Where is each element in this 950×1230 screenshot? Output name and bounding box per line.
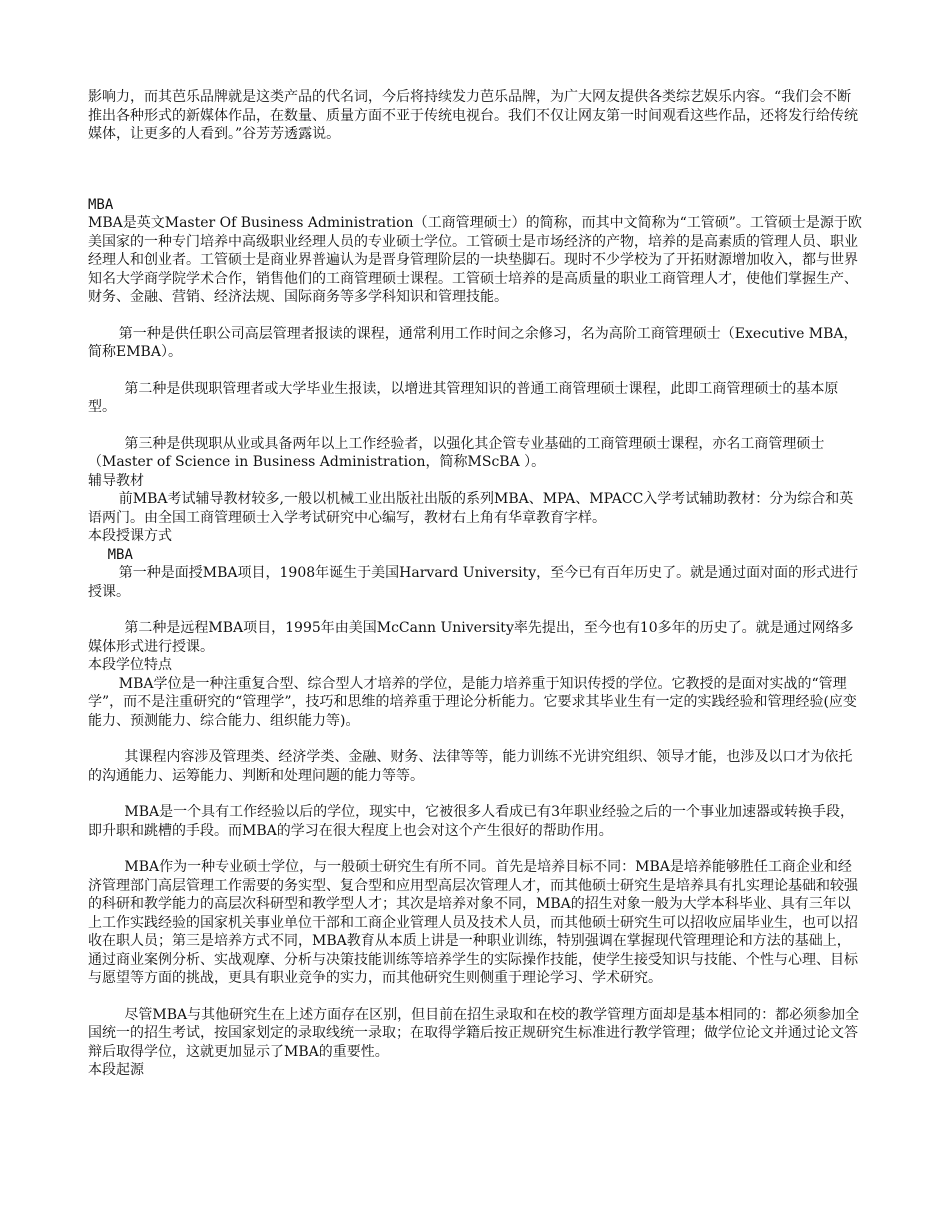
materials-paragraph: 前MBA考试辅导教材较多,一般以机械工业出版社出版的系列MBA、MPA、MPACC入学考试辅助教材：分为综合和英语两门。由全国工商管理硕士入学考试研究中心编写，教材右上角有华章教育字样。 [88, 491, 854, 526]
mba-definition-paragraph: MBA是英文Master Of Business Administration（工商管理硕士）的简称，而其中文简称为“工管硕”。工管硕士是源于欧美国家的一种专门培养中高级职业经理人员的专业硕士学位。工管硕士是市场经济的产物，培养的是高素质的管理人员、职业经理人和创业者。工管硕士是商业界普遍认为是晋身管理阶层的一块垫脚石。现时不少学校为了开拓财源增加收入，都与世界知名大学商学院学术合作，销售他们的工商管理硕士课程。工管硕士培养的是高质量的职业工商管理人才，使他们掌握生产、财务、金融、营销、经济法规、国际商务等多学科知识和管理技能。 [88, 215, 862, 305]
spacer [88, 601, 862, 619]
mba-type1-paragraph: 第一种是供任职公司高层管理者报读的课程，通常利用工作时间之余修习，名为高阶工商管理硕士（Executive MBA，简称EMBA）。 [88, 325, 858, 360]
teaching-mode2-paragraph: 第二种是远程MBA项目，1995年由美国McCann University率先提出，至今也有10多年的历史了。就是通过网络多媒体形式进行授课。 [88, 620, 854, 655]
spacer [88, 417, 862, 435]
degree-paragraph-2: 其课程内容涉及管理类、经济学类、金融、财务、法律等等，能力训练不光讲究组织、领导才能，也涉及以口才为依托的沟通能力、运筹能力、判断和处理问题的能力等等。 [88, 749, 853, 784]
origin-heading: 本段起源 [88, 1062, 144, 1078]
degree-paragraph-5: 尽管MBA与其他研究生在上述方面存在区别，但目前在招生录取和在校的教学管理方面却是基本相同的：都必须参加全国统一的招生考试，按国家划定的录取线统一录取；在取得学籍后按正规研究生标准进行教学管理；做学位论文并通过论文答辩后取得学位，这就更加显示了MBA的重要性。 [88, 1006, 860, 1060]
mba-type3-paragraph: 第三种是供现职从业或具备两年以上工作经验者，以强化其企管专业基础的工商管理硕士课程，亦名工商管理硕士（Master of Science in Business Administration，简称MScBA ）。 [88, 435, 825, 470]
materials-heading: 辅导教材 [88, 472, 144, 489]
spacer [88, 840, 862, 858]
degree-heading: 本段学位特点 [88, 657, 172, 673]
spacer [88, 785, 862, 803]
teaching-mode1-paragraph: 第一种是面授MBA项目，1908年诞生于美国Harvard University，至今已有百年历史了。就是通过面对面的形式进行授课。 [88, 565, 859, 600]
intro-paragraph: 影响力，而其芭乐品牌就是这类产品的代名词，今后将持续发力芭乐品牌，为广大网友提供各类综艺娱乐内容。“我们会不断推出各种形式的新媒体作品，在数量、质量方面不亚于传统电视台。我们不仅让网友第一时间观看这些作品，还将发行给传统媒体，让更多的人看到。”谷芳芳透露说。 [88, 89, 858, 142]
mba-section-title: MBA [88, 196, 114, 213]
spacer [88, 988, 862, 1006]
degree-paragraph-4: MBA作为一种专业硕士学位，与一般硕士研究生有所不同。首先是培养目标不同：MBA是培养能够胜任工商企业和经济管理部门高层管理工作需要的务实型、复合型和应用型高层次管理人才，而其他硕士研究生是培养具有扎实理论基础和较强的科研和教学能力的高层次科研型和教学型人才；其次是培养对象不同，MBA的招生对象一般为大学本科毕业、具有三年以上工作实践经验的国家机关事业单位干部和工商企业管理人员及技术人员，而其他硕士研究生可以招收应届毕业生，也可以招收在职人员；第三是培养方式不同，MBA教育从本质上讲是一种职业训练，特别强调在掌握现代管理理论和方法的基础上，通过商业案例分析、实战观摩、分析与决策技能训练等培养学生的实际操作技能，使学生接受知识与技能、个性与心理、目标与愿望等方面的挑战，更具有职业竞争的实力，而其他研究生则侧重于理论学习、学术研究。 [88, 859, 858, 986]
degree-paragraph-1: MBA学位是一种注重复合型、综合型人才培养的学位，是能力培养重于知识传授的学位。它教授的是面对实战的“管理学”，而不是注重研究的“管理学”，技巧和思维的培养重于理论分析能力。它要求其毕业生有一定的实践经验和管理经验(应变能力、预测能力、综合能力、组织能力等)。 [88, 675, 857, 729]
spacer [88, 307, 862, 325]
document-page [88, 88, 862, 1080]
spacer [88, 362, 862, 380]
teaching-heading: 本段授课方式 [88, 528, 172, 544]
teaching-subtitle: MBA [107, 546, 133, 563]
spacer [88, 144, 862, 196]
mba-type2-paragraph: 第二种是供现职管理者或大学毕业生报读，以增进其管理知识的普通工商管理硕士课程，此即工商管理硕士的基本原型。 [88, 380, 839, 415]
spacer [88, 730, 862, 748]
degree-paragraph-3: MBA是一个具有工作经验以后的学位，现实中，它被很多人看成已有3年职业经验之后的一个事业加速器或转换手段，即升职和跳槽的手段。而MBA的学习在很大程度上也会对这个产生很好的帮助作用。 [88, 804, 855, 839]
